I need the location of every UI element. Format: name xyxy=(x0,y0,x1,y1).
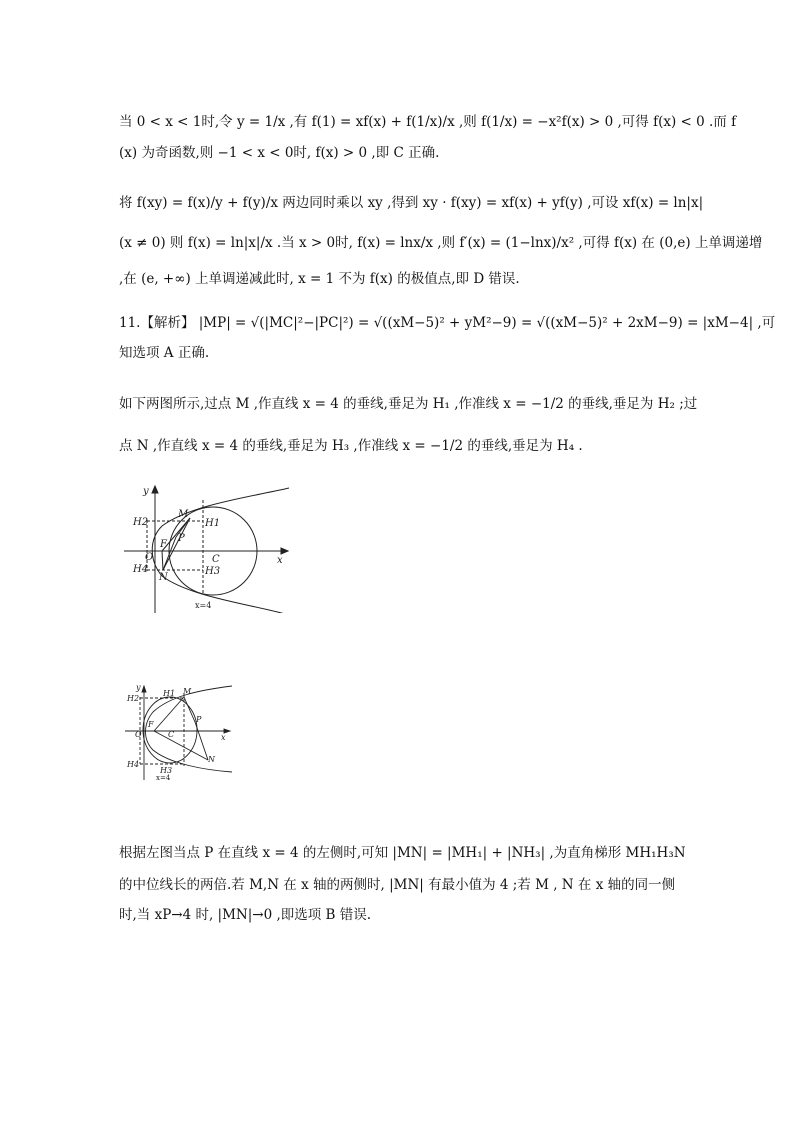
label-O: O xyxy=(145,552,154,563)
label-C: C xyxy=(212,554,220,565)
label-y: y xyxy=(143,486,149,497)
label-C: C xyxy=(168,730,175,739)
label-N: N xyxy=(208,755,215,764)
label-N: N xyxy=(159,572,168,583)
label-x: x xyxy=(277,555,283,566)
label-F: F xyxy=(160,539,167,550)
label-P: P xyxy=(196,715,202,724)
text-line-1: 当 0 < x < 1时,令 y = 1/x ,有 f(1) = xf(x) + f(1/x)/x ,则 f(1/x) = −x²f(x) > 0 ,可得 f(x) < 0 .而 f xyxy=(119,114,737,130)
text-line-6: 11.【解析】 |MP| = √(|MC|²−|PC|²) = √((xM−5)² + yM²−9) = √((xM−5)² + 2xM−9) = |xM−4| ,可 xyxy=(119,315,776,331)
label-H2: H2 xyxy=(127,694,140,703)
text-line-3: 将 f(xy) = f(x)/y + f(y)/x 两边同时乘以 xy ,得到 xy · f(xy) = xf(x) + yf(y) ,可设 xf(x) = ln|x| xyxy=(119,195,704,211)
label-y: y xyxy=(136,683,141,692)
label-H1: H1 xyxy=(163,689,176,698)
label-H3: H3 xyxy=(160,766,173,775)
text-line-2: (x) 为奇函数,则 −1 < x < 0时, f(x) > 0 ,即 C 正确. xyxy=(119,145,440,161)
figure-right xyxy=(122,676,242,784)
label-H1: H1 xyxy=(205,518,221,529)
figure-left xyxy=(120,478,300,613)
text-line-9: 点 N ,作直线 x = 4 的垂线,垂足为 H₃ ,作准线 x = −1/2 的垂线,垂足为 H₄ . xyxy=(119,438,583,454)
label-F: F xyxy=(148,720,154,729)
label-H4: H4 xyxy=(127,760,140,769)
label-M: M xyxy=(178,509,189,520)
label-O: O xyxy=(135,730,142,739)
label-M: M xyxy=(183,687,192,696)
text-line-10: 根据左图当点 P 在直线 x = 4 的左侧时,可知 |MN| = |MH₁| + |NH₃| ,为直角梯形 MH₁H₃N xyxy=(119,845,686,861)
text-line-11: 的中位线长的两倍.若 M,N 在 x 轴的两侧时, |MN| 有最小值为 4 ;若 M , N 在 x 轴的同一侧 xyxy=(119,877,676,893)
label-H2: H2 xyxy=(133,517,149,528)
label-x-eq-4: x=4 xyxy=(195,601,212,610)
label-H3: H3 xyxy=(205,566,221,577)
text-line-4: (x ≠ 0) 则 f(x) = ln|x|/x .当 x > 0时, f(x) = lnx/x ,则 f′(x) = (1−lnx)/x² ,可得 f(x) 在 (0,e) 上单调递增 xyxy=(119,235,763,251)
y-axis-arrow xyxy=(152,486,158,493)
label-x-eq-4: x=4 xyxy=(156,774,171,782)
text-line-8: 如下两图所示,过点 M ,作直线 x = 4 的垂线,垂足为 H₁ ,作准线 x = −1/2 的垂线,垂足为 H₂ ;过 xyxy=(119,396,698,412)
text-line-5: ,在 (e, +∞) 上单调递减此时, x = 1 不为 f(x) 的极值点,即 D 错误. xyxy=(119,271,520,287)
text-line-12: 时,当 xP→4 时, |MN|→0 ,即选项 B 错误. xyxy=(119,907,372,923)
segment-FN xyxy=(162,551,163,570)
label-H4: H4 xyxy=(133,564,149,575)
x-axis-arrow xyxy=(281,548,288,554)
label-P: P xyxy=(178,533,185,544)
text-line-7: 知选项 A 正确. xyxy=(119,345,210,361)
label-x: x xyxy=(221,733,226,742)
